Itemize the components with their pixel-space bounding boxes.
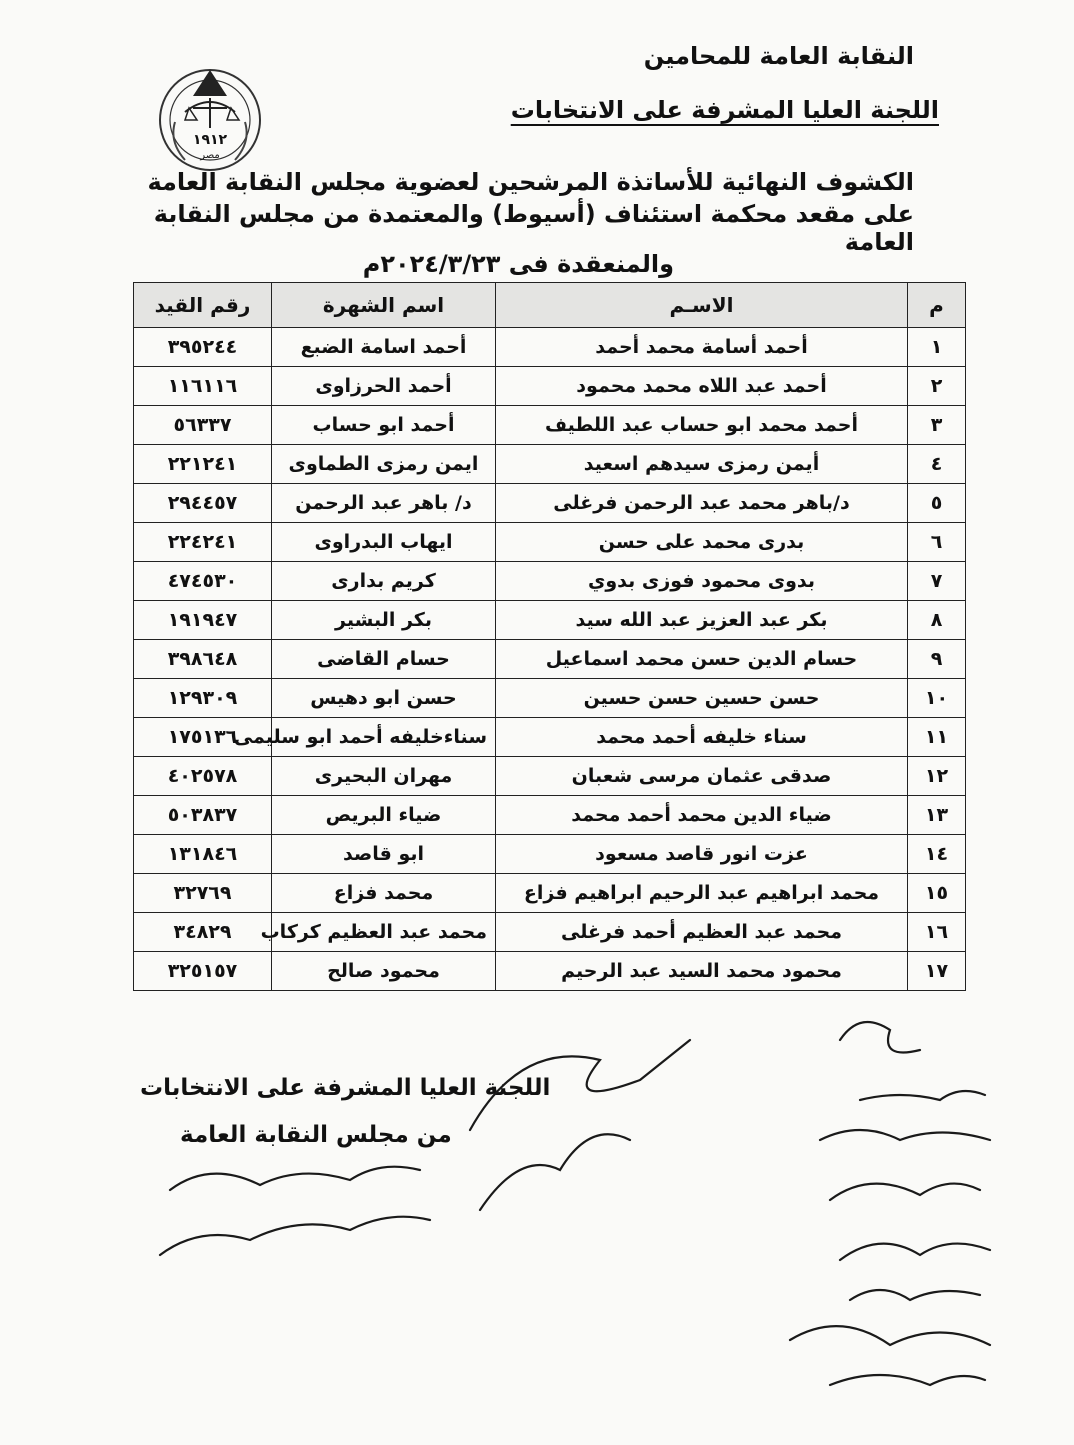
cell-num: ٥ xyxy=(908,484,966,523)
cell-num: ١٤ xyxy=(908,835,966,874)
cell-name: ضياء الدين محمد أحمد محمد xyxy=(496,796,908,835)
cell-name: محمد عبد العظيم أحمد فرغلى xyxy=(496,913,908,952)
cell-reg: ٣٢٧٦٩ xyxy=(134,874,272,913)
table-row xyxy=(134,640,966,679)
cell-reg: ١٢٩٣٠٩ xyxy=(134,679,272,718)
table-row xyxy=(134,445,966,484)
table-row xyxy=(134,367,966,406)
table-row xyxy=(134,601,966,640)
cell-fame: ابو قاصد xyxy=(272,835,496,874)
table-row xyxy=(134,796,966,835)
table-row xyxy=(134,835,966,874)
table-header-row xyxy=(134,283,966,328)
signature-right-2 xyxy=(860,1091,985,1100)
cell-num: ١١ xyxy=(908,718,966,757)
cell-name: أحمد أسامة محمد أحمد xyxy=(496,328,908,367)
cell-name: حسام الدين حسن محمد اسماعيل xyxy=(496,640,908,679)
table-row xyxy=(134,328,966,367)
cell-fame: أحمد ابو حساب xyxy=(272,406,496,445)
signature-right-7 xyxy=(790,1326,990,1345)
signature-right-1 xyxy=(840,1022,920,1053)
committee-name: اللجنة العليا المشرفة على الانتخابات xyxy=(510,96,939,124)
cell-reg: ٣٩٥٢٤٤ xyxy=(134,328,272,367)
cell-fame: مهران البحيرى xyxy=(272,757,496,796)
cell-num: ١٦ xyxy=(908,913,966,952)
cell-num: ١٢ xyxy=(908,757,966,796)
cell-num: ٤ xyxy=(908,445,966,484)
table-row xyxy=(134,757,966,796)
header-reg: رقم القيد xyxy=(134,283,272,328)
cell-num: ١٠ xyxy=(908,679,966,718)
candidates-table xyxy=(133,282,966,991)
cell-fame: أحمد الحرزاوى xyxy=(272,367,496,406)
cell-num: ١٣ xyxy=(908,796,966,835)
cell-reg: ١٩١٩٤٧ xyxy=(134,601,272,640)
signature-left-2 xyxy=(160,1217,430,1255)
cell-reg: ٤٧٤٥٣٠ xyxy=(134,562,272,601)
cell-name: بدرى محمد على حسن xyxy=(496,523,908,562)
cell-fame: د/ باهر عبد الرحمن xyxy=(272,484,496,523)
cell-name: د/باهر محمد عبد الرحمن فرغلى xyxy=(496,484,908,523)
cell-name: سناء خليفه أحمد محمد xyxy=(496,718,908,757)
cell-num: ١٥ xyxy=(908,874,966,913)
header-num: م xyxy=(908,283,966,328)
cell-reg: ١٣١٨٤٦ xyxy=(134,835,272,874)
table-row xyxy=(134,523,966,562)
table-row xyxy=(134,679,966,718)
cell-fame: ايهاب البدراوى xyxy=(272,523,496,562)
table-row xyxy=(134,406,966,445)
table-row xyxy=(134,952,966,991)
table-row xyxy=(134,484,966,523)
header-name: الاسـم xyxy=(496,283,908,328)
signature-right-5 xyxy=(840,1244,990,1260)
cell-reg: ٢٢١٢٤١ xyxy=(134,445,272,484)
cell-reg: ٣٩٨٦٤٨ xyxy=(134,640,272,679)
cell-fame: محمود صالح xyxy=(272,952,496,991)
header-fame: اسم الشهرة xyxy=(272,283,496,328)
cell-fame: ايمن رمزى الطماوى xyxy=(272,445,496,484)
footer-council: من مجلس النقابة العامة xyxy=(180,1122,452,1148)
signature-right-4 xyxy=(830,1184,980,1200)
cell-reg: ٢٩٤٤٥٧ xyxy=(134,484,272,523)
cell-fame: أحمد اسامة الضبع xyxy=(272,328,496,367)
cell-fame: محمد فزاع xyxy=(272,874,496,913)
title-line-2: على مقعد محكمة استئناف (أسيوط) والمعتمدة من مجلس النقابة العامة xyxy=(153,200,914,256)
cell-name: أحمد عبد اللاه محمد محمود xyxy=(496,367,908,406)
cell-name: بكر عبد العزيز عبد الله سيد xyxy=(496,601,908,640)
cell-name: حسن حسين حسن حسين xyxy=(496,679,908,718)
cell-fame: بكر البشير xyxy=(272,601,496,640)
seal-year: ١٩١٢ xyxy=(192,132,228,148)
cell-reg: ٤٠٢٥٧٨ xyxy=(134,757,272,796)
cell-reg: ٥٠٣٨٣٧ xyxy=(134,796,272,835)
cell-name: محمود محمد السيد عبد الرحيم xyxy=(496,952,908,991)
org-name: النقابة العامة للمحامين xyxy=(643,42,914,70)
cell-name: بدوى محمود فوزى بدوي xyxy=(496,562,908,601)
cell-fame: حسام القاضى xyxy=(272,640,496,679)
title-line-1: الكشوف النهائية للأساتذة المرشحين لعضوية مجلس النقابة العامة xyxy=(147,168,914,196)
table-row xyxy=(134,874,966,913)
cell-num: ٦ xyxy=(908,523,966,562)
cell-name: محمد ابراهيم عبد الرحيم ابراهيم فزاع xyxy=(496,874,908,913)
cell-fame: حسن ابو دهيس xyxy=(272,679,496,718)
footer-committee: اللجنة العليا المشرفة على الانتخابات xyxy=(140,1075,551,1101)
table-row xyxy=(134,718,966,757)
cell-name: أحمد محمد ابو حساب عبد اللطيف xyxy=(496,406,908,445)
cell-num: ٩ xyxy=(908,640,966,679)
cell-num: ١ xyxy=(908,328,966,367)
cell-num: ٨ xyxy=(908,601,966,640)
signature-right-6 xyxy=(850,1290,980,1300)
cell-reg: ٣٤٨٢٩ xyxy=(134,913,272,952)
seal-country: مصر xyxy=(200,150,220,161)
cell-fame: سناءخليفه أحمد ابو سليمى xyxy=(272,718,496,757)
cell-reg: ٢٢٤٢٤١ xyxy=(134,523,272,562)
title-line-3: والمنعقدة فى ٢٠٢٤/٣/٢٣م xyxy=(362,250,674,278)
signature-right-8 xyxy=(830,1375,985,1385)
cell-num: ٣ xyxy=(908,406,966,445)
cell-fame: ضياء البريص xyxy=(272,796,496,835)
cell-reg: ١١٦١١٦ xyxy=(134,367,272,406)
cell-num: ١٧ xyxy=(908,952,966,991)
table-row xyxy=(134,913,966,952)
signature-center-2 xyxy=(480,1134,630,1210)
cell-reg: ٥٦٣٣٧ xyxy=(134,406,272,445)
syndicate-seal-icon xyxy=(155,62,265,182)
cell-fame: محمد عبد العظيم كركاب xyxy=(272,913,496,952)
cell-num: ٢ xyxy=(908,367,966,406)
cell-fame: كريم بدارى xyxy=(272,562,496,601)
cell-name: أيمن رمزى سيدهم اسعيد xyxy=(496,445,908,484)
cell-reg: ١٧٥١٣٦ xyxy=(134,718,272,757)
signature-right-3 xyxy=(820,1130,990,1140)
table-row xyxy=(134,562,966,601)
cell-name: صدقى عثمان مرسى شعبان xyxy=(496,757,908,796)
cell-num: ٧ xyxy=(908,562,966,601)
signature-left-1 xyxy=(170,1167,420,1190)
cell-reg: ٣٢٥١٥٧ xyxy=(134,952,272,991)
cell-name: عزت انور قاصد مسعود xyxy=(496,835,908,874)
